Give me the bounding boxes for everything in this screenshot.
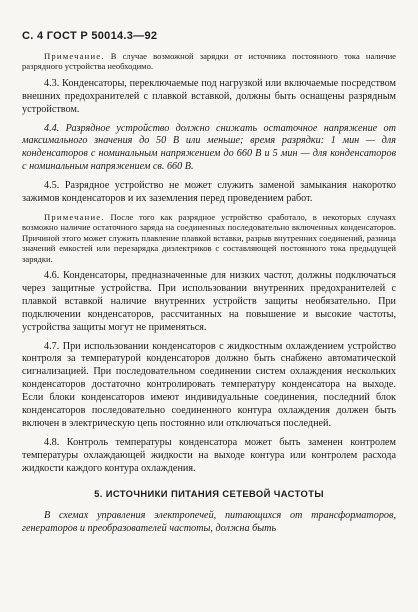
paragraph-4-6: 4.6. Конденсаторы, предназначенные для низких частот, должны подключаться через защитные устройства. При использовании внутренних предохранителей с плавкой вставкой наличие внутренних устройств защиты необязательно. При подключении конденсаторов, рассчитанных на повышение и высокие частоты, устройства защиты могут не применяться. (22, 270, 396, 333)
note-paragraph (22, 51, 396, 72)
paragraph-4-5: 4.5. Разрядное устройство не может служить заменой замыкания накоротко зажимов конденсаторов и их заземления перед проведением работ. (22, 180, 396, 205)
paragraph-4-4: 4.4. Разрядное устройство должно снижать остаточное напряжение от максимального значения до 50 В или меньше; время разрядки: 1 мин — для конденсаторов с номинальным напряжением до 660 В и 5 мин — для конденсаторов с номинальным напряжением св. 660 В. (22, 122, 396, 173)
note-label: Примечание. (44, 51, 105, 61)
note-label: Примечание. (44, 211, 105, 222)
note-paragraph (22, 212, 396, 264)
paragraph-5-intro: В схемах управления электропечей, питающихся от трансформаторов, генераторов и преобразователей частоты, должна быть (22, 509, 396, 534)
page-header: С. 4 ГОСТ Р 50014.3—92 (22, 30, 158, 42)
paragraph-4-8: 4.8. Контроль температуры конденсатора может быть заменен контролем температуры охлаждающей жидкости на выходе контура или контролем расхода жидкости каждого контура охлаждения. (22, 436, 396, 474)
section-title: 5. ИСТОЧНИКИ ПИТАНИЯ СЕТЕВОЙ ЧАСТОТЫ (94, 487, 324, 499)
note-text: После того как разрядное устройство сработало, в некоторых случаях возможно наличие остаточного заряда на соединенных последовательно включенных конденсаторов. Причиной этого может служить плавление плавкой вставки, разрыв внутренних соединений, разница значений емкостей или перезарядка диэлектриков с составляющей постоянного тока предыдущей зарядки. (22, 211, 396, 264)
paragraph-4-7: 4.7. При использовании конденсаторов с жидкостным охлаждением устройство контроля за температурой конденсаторов должно быть снабжено автоматической сигнализацией. При последовательном соединении систем охлаждения нескольких конденсаторов достаточно контролировать температуру конденсатора на выходе. Если блоки конденсаторов имеют индивидуальные соединения, последний блок конденсаторов последовательно соединенного контура охлаждения должен быть включен в электрическую цепь постоянно или отключаться последней. (22, 340, 396, 429)
note-text: В случае возможной зарядки от источника постоянного тока наличие разрядного устройства необходимо. (22, 51, 396, 72)
paragraph-4-3: 4.3. Конденсаторы, переключаемые под нагрузкой или включаемые посредством внешних предохранителей с плавкой вставкой, должны быть оснащены разрядным устройством. (22, 77, 396, 115)
